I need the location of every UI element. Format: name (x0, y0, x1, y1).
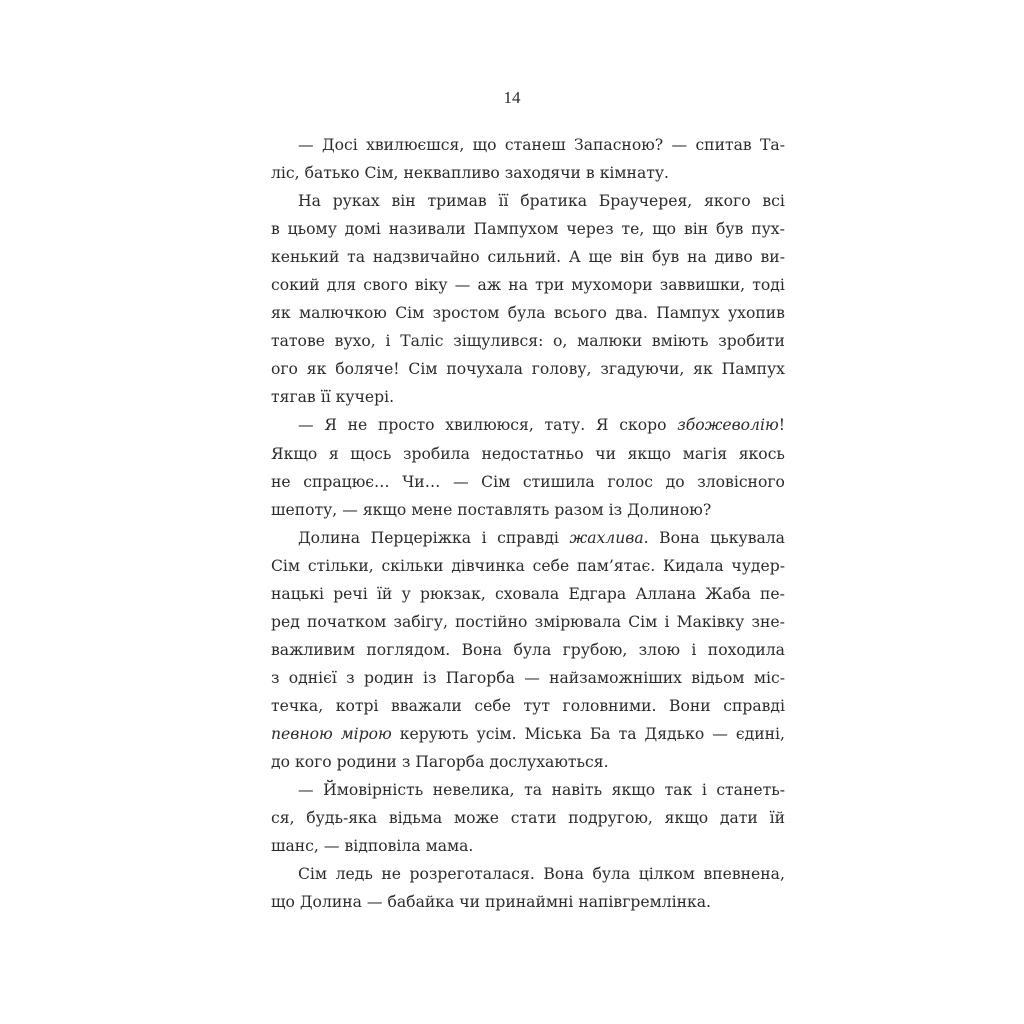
word: і (481, 528, 487, 547)
word: — (712, 724, 728, 743)
word: сховала (495, 584, 560, 603)
word: разом (554, 500, 604, 519)
word: на (508, 276, 528, 295)
word: почухала (446, 360, 523, 379)
word: справді (497, 528, 559, 547)
word: рюкзак, (419, 584, 486, 603)
word: боляче! (335, 360, 400, 379)
word: вважали (391, 696, 462, 715)
word: невелика, (432, 781, 515, 800)
word: через (566, 220, 614, 239)
word: міс- (753, 668, 785, 687)
word: родин (363, 668, 414, 687)
word: тримав (427, 192, 487, 211)
word: у (401, 584, 411, 603)
word: А (568, 248, 581, 267)
word: Сім (408, 360, 438, 379)
word: Я (595, 416, 609, 435)
word: Сім (628, 612, 658, 631)
word: Вона (461, 640, 503, 659)
word: ся, (271, 809, 295, 828)
word: Досі (321, 136, 358, 154)
word: він (620, 248, 645, 267)
word: всі (762, 192, 785, 211)
text-line (271, 860, 785, 888)
word: руках (332, 192, 380, 211)
word: Долина (299, 893, 362, 912)
text-line (271, 692, 785, 720)
word: батько (304, 164, 360, 183)
word: вухо, (334, 332, 376, 351)
word: зіщулився: (453, 332, 544, 351)
word: На (298, 192, 321, 211)
word: родини (336, 753, 397, 772)
word: Таліс (400, 332, 444, 351)
word: і (701, 781, 707, 800)
word: і (664, 612, 670, 631)
word: була (513, 640, 552, 659)
word: Я (324, 416, 337, 435)
word: — (671, 136, 688, 154)
word: ще (588, 248, 613, 267)
word: просто (377, 416, 435, 435)
word: Сім (395, 304, 425, 323)
word: Пагорба (415, 753, 485, 772)
text-line (271, 580, 785, 608)
word: ліс, (271, 164, 300, 183)
word: її (320, 388, 331, 407)
word: їй (376, 584, 393, 603)
word: походила (707, 640, 785, 659)
word: не (271, 472, 291, 491)
word: якщо (362, 500, 407, 519)
word: відьом (691, 668, 745, 687)
word: кенький (271, 248, 340, 267)
word: що (271, 893, 295, 912)
text-line (271, 411, 785, 439)
word: відповіла (344, 837, 421, 856)
word: два. (615, 304, 648, 323)
word: надзвичайно (372, 248, 480, 267)
word: чудер- (731, 556, 785, 575)
word: Та- (760, 136, 785, 154)
word: як (693, 360, 713, 379)
word: вміють (651, 332, 709, 351)
word: для (326, 276, 357, 295)
word: поставлять (457, 500, 550, 519)
word: малюки (577, 332, 643, 351)
word: всього (553, 304, 607, 323)
word: пух- (751, 220, 785, 239)
word: напівгремлінка. (578, 893, 711, 912)
word: найзаможніших (549, 668, 682, 687)
word: будь-яка (306, 809, 378, 828)
word: Якщо (271, 444, 318, 463)
text-line (271, 496, 785, 524)
word: — (298, 416, 314, 435)
word: Долина (298, 528, 361, 547)
word: диво (714, 248, 753, 267)
word: станеть- (716, 781, 785, 800)
word: о, (553, 332, 568, 351)
word: був (651, 248, 680, 267)
word: ухопив (728, 304, 785, 323)
word: із (608, 500, 623, 519)
word: три (535, 276, 565, 295)
word: дослухаються. (489, 753, 609, 772)
word: Вона (659, 528, 700, 547)
word: нацькі (271, 584, 324, 603)
word: навіть (551, 781, 603, 800)
word: магія (682, 444, 728, 463)
page-number: 14 (503, 88, 521, 107)
word: грубою, (562, 640, 628, 659)
word: якого (704, 192, 751, 211)
word: Маківку (676, 612, 745, 631)
italic-word: певною (271, 724, 333, 743)
word: шепоту, (271, 500, 338, 519)
word: зростом (432, 304, 500, 323)
word: відьма (388, 809, 443, 828)
word: Ймовірність (323, 781, 424, 800)
word: — (298, 781, 314, 800)
word: зловісного (697, 472, 785, 491)
word: чи (459, 893, 480, 912)
word: та (524, 781, 543, 800)
italic-word: жахлива. (569, 528, 649, 547)
word: була (592, 865, 631, 884)
word: котрі (335, 696, 379, 715)
word: те, (621, 220, 645, 239)
word: Аллана (635, 584, 697, 603)
word: Сім (481, 472, 511, 491)
text-line (271, 187, 785, 215)
word: поглядом. (366, 640, 451, 659)
word: принаймні (484, 893, 574, 912)
word: кучері. (335, 388, 395, 407)
word: татове (271, 332, 325, 351)
text-line (271, 832, 785, 860)
word: із (423, 668, 437, 687)
text-line (271, 327, 785, 355)
text-line (271, 299, 785, 327)
word: — (524, 668, 540, 687)
text-line (271, 552, 785, 580)
word: хвилюєшся, (366, 136, 465, 154)
word: мама. (425, 837, 474, 856)
word: голову, (531, 360, 592, 379)
word: домі (344, 220, 381, 239)
word: цілком (638, 865, 695, 884)
word: важливим (271, 640, 356, 659)
text-line (271, 215, 785, 243)
word: голос (607, 472, 653, 491)
word: бабайка (387, 893, 455, 912)
word: стати (510, 809, 557, 828)
word: злою (638, 640, 681, 659)
text-line (271, 159, 785, 187)
word: усім. (476, 724, 517, 743)
word: Едгара (568, 584, 627, 603)
word: змірювала (534, 612, 622, 631)
italic-word: збожеволію! (677, 416, 785, 435)
word: як (306, 360, 327, 379)
word: станеш (504, 136, 566, 154)
word: розреготалася. (409, 865, 535, 884)
word: свого (363, 276, 408, 295)
word: і (691, 640, 697, 659)
word: кімнату. (599, 164, 669, 183)
word: Перцеріжка (370, 528, 472, 547)
word: Пампух (721, 360, 785, 379)
word: згадуючи, (600, 360, 685, 379)
word: постійно (455, 612, 528, 631)
word: в (585, 164, 595, 183)
word: — (298, 136, 314, 154)
word: що (472, 136, 497, 154)
word: їй (769, 809, 785, 828)
word: була (507, 304, 546, 323)
word: шанс, (271, 837, 319, 856)
word: не (347, 416, 368, 435)
word: однієї (288, 668, 337, 687)
text-line (271, 468, 785, 496)
word: та (618, 724, 637, 743)
text-line (271, 271, 785, 299)
word: керують (399, 724, 469, 743)
text-line (271, 524, 785, 552)
word: — (342, 500, 358, 519)
word: мене (411, 500, 453, 519)
word: зробити (718, 332, 785, 351)
word: Сім, (364, 164, 399, 183)
word: її (498, 192, 509, 211)
word: заходячи (504, 164, 581, 183)
word: тату. (544, 416, 586, 435)
word: Вони (669, 696, 711, 715)
word: зне- (751, 612, 785, 631)
word: Запасною? (574, 136, 664, 154)
text-line (271, 383, 785, 411)
word: не (381, 865, 401, 884)
word: єдині, (735, 724, 785, 743)
word: скільки (381, 556, 444, 575)
text-line (271, 131, 785, 159)
word: цьому (287, 220, 337, 239)
word: подругою, (568, 809, 653, 828)
word: був (716, 220, 744, 239)
word: в (271, 220, 280, 239)
word: він (683, 220, 709, 239)
word: стишила (522, 472, 595, 491)
word: спрацює… (303, 472, 390, 491)
word: Вона (543, 865, 584, 884)
word: цькувала (710, 528, 785, 547)
word: з (346, 668, 355, 687)
text-line (271, 440, 785, 468)
word: до (271, 753, 290, 772)
word: течка, (271, 696, 324, 715)
word: ледь (335, 865, 373, 884)
word: може (453, 809, 500, 828)
text-line (271, 776, 785, 804)
word: з (271, 668, 280, 687)
word: головними. (562, 696, 657, 715)
word: Міська (524, 724, 582, 743)
word: Пампухом (473, 220, 559, 239)
word: — (323, 837, 340, 856)
word: ого (271, 360, 298, 379)
word: тягав (271, 388, 316, 407)
word: ред (271, 612, 300, 631)
word: з (401, 753, 411, 772)
word: ви- (760, 248, 785, 267)
text-line (271, 355, 785, 383)
text-line (271, 720, 785, 748)
word: Ба (589, 724, 611, 743)
word: якось (738, 444, 785, 463)
word: якщо (664, 809, 709, 828)
word: початком (306, 612, 387, 631)
text-line (271, 664, 785, 692)
word: Долиною? (627, 500, 712, 519)
text-line (271, 636, 785, 664)
word: він (391, 192, 416, 211)
word: скоро (619, 416, 667, 435)
word: Кидала (663, 556, 724, 575)
word: справді (723, 696, 785, 715)
word: аж (477, 276, 502, 295)
word: братика (520, 192, 587, 211)
word: та (347, 248, 366, 267)
word: якщо (611, 781, 656, 800)
text-line (271, 748, 785, 776)
word: спитав (695, 136, 752, 154)
word: речі (333, 584, 368, 603)
word: як (271, 304, 291, 323)
word: хвилююся, (445, 416, 534, 435)
word: Жаба (705, 584, 751, 603)
italic-word: мірою (340, 724, 392, 743)
word: заввишки, (659, 276, 746, 295)
word: — (454, 276, 471, 295)
word: сокий (271, 276, 320, 295)
word: кого (294, 753, 332, 772)
text-line (271, 888, 785, 916)
word: Сім (271, 556, 301, 575)
word: віку (414, 276, 448, 295)
word: тоді (752, 276, 785, 295)
word: щось (350, 444, 392, 463)
word: себе (532, 556, 570, 575)
text-line (271, 608, 785, 636)
word: малючкою (298, 304, 387, 323)
word: Чи… (402, 472, 441, 491)
word: Пагорба (445, 668, 515, 687)
word: дівчинка (451, 556, 525, 575)
word: тут (523, 696, 550, 715)
word: Сім (298, 865, 328, 884)
word: я (328, 444, 339, 463)
word: якщо (627, 444, 672, 463)
word: стільки, (307, 556, 374, 575)
word: Пампух (656, 304, 720, 323)
word: до (665, 472, 685, 491)
word: називали (388, 220, 466, 239)
text-line (271, 243, 785, 271)
word: сильний. (487, 248, 562, 267)
body-text (271, 131, 785, 916)
word: так (664, 781, 693, 800)
word: що (652, 220, 677, 239)
word: пам’ятає. (577, 556, 656, 575)
word: — (366, 893, 383, 912)
word: неквапливо (403, 164, 500, 183)
word: Браучерея, (598, 192, 693, 211)
word: зробила (403, 444, 470, 463)
word: чи (595, 444, 616, 463)
word: пе- (760, 584, 785, 603)
word: мухомори (571, 276, 653, 295)
word: забігу, (393, 612, 448, 631)
word: і (385, 332, 391, 351)
word: на (687, 248, 707, 267)
word: недостатньо (481, 444, 584, 463)
word: дати (719, 809, 758, 828)
text-line (271, 804, 785, 832)
word: себе (474, 696, 511, 715)
word: впевнена, (703, 865, 785, 884)
word: — (452, 472, 469, 491)
word: Дядько (644, 724, 705, 743)
